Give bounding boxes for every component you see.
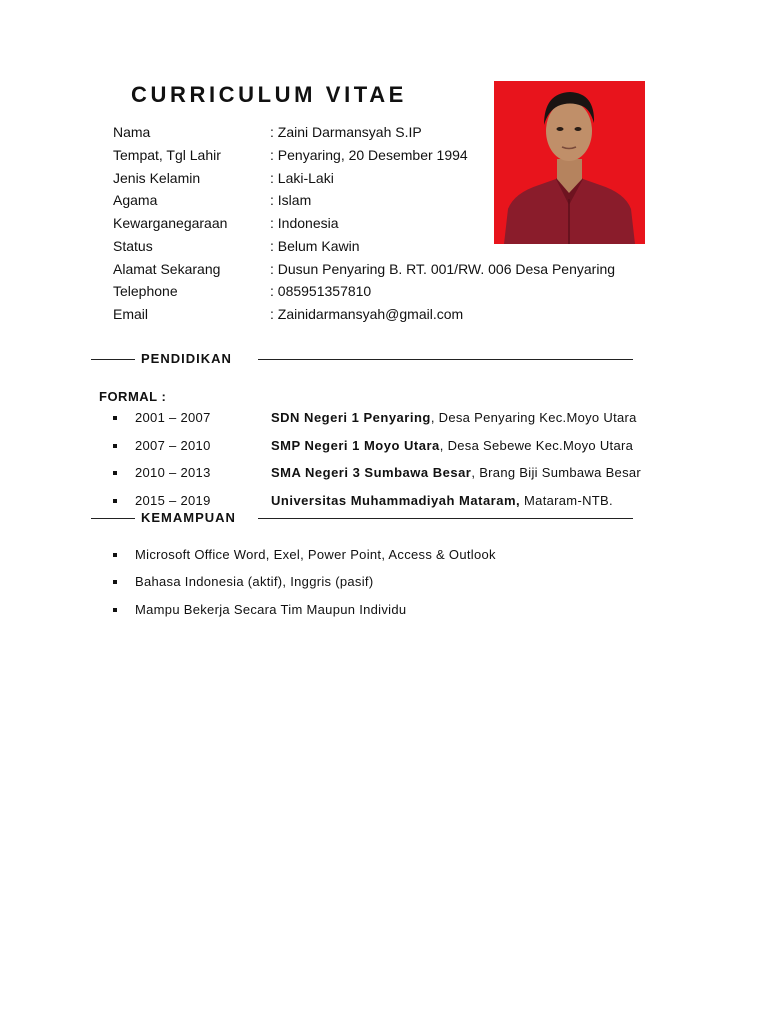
info-label: Telephone	[113, 283, 178, 299]
info-value: : Belum Kawin	[270, 238, 360, 254]
section-header-kemampuan	[91, 510, 633, 526]
info-row-kewarganegaraan	[113, 215, 673, 235]
info-value: : Dusun Penyaring B. RT. 001/RW. 006 Desa Penyaring	[270, 261, 616, 277]
education-school	[271, 410, 637, 425]
section-title: PENDIDIKAN	[141, 351, 232, 366]
formal-label: FORMAL :	[99, 389, 167, 404]
school-name: Universitas Muhammadiyah Mataram,	[271, 493, 521, 508]
info-value: : 085951357810	[270, 283, 372, 299]
bullet-icon	[113, 471, 117, 475]
school-place: , Brang Biji Sumbawa Besar	[471, 465, 642, 480]
education-years: 2007 – 2010	[135, 438, 211, 453]
info-label: Kewarganegaraan	[113, 215, 228, 231]
info-row-email	[113, 306, 673, 326]
education-years: 2001 – 2007	[135, 410, 211, 425]
info-label: Nama	[113, 124, 151, 140]
education-school	[271, 493, 613, 508]
info-label: Agama	[113, 192, 158, 208]
skill-text: Bahasa Indonesia (aktif), Inggris (pasif)	[135, 574, 374, 589]
info-row-jenis-kelamin	[113, 170, 673, 190]
bullet-icon	[113, 580, 117, 584]
bullet-icon	[113, 499, 117, 503]
bullet-icon	[113, 608, 117, 612]
info-label: Alamat Sekarang	[113, 261, 221, 277]
info-value: : Indonesia	[270, 215, 339, 231]
bullet-icon	[113, 444, 117, 448]
info-row-telephone	[113, 283, 673, 303]
divider-line	[91, 518, 135, 519]
info-row-alamat	[113, 261, 673, 281]
school-place: , Desa Penyaring Kec.Moyo Utara	[430, 410, 637, 425]
info-label: Jenis Kelamin	[113, 170, 201, 186]
info-row-agama	[113, 192, 673, 212]
school-place: , Desa Sebewe Kec.Moyo Utara	[439, 438, 634, 453]
school-name: SDN Negeri 1 Penyaring	[271, 410, 431, 425]
info-value: : Penyaring, 20 Desember 1994	[270, 147, 468, 163]
divider-line	[91, 359, 135, 360]
school-name: SMP Negeri 1 Moyo Utara	[271, 438, 440, 453]
info-label: Tempat, Tgl Lahir	[113, 147, 221, 163]
info-row-nama	[113, 124, 673, 144]
education-years: 2010 – 2013	[135, 465, 211, 480]
document-title: CURRICULUM VITAE	[131, 82, 407, 107]
section-title: KEMAMPUAN	[141, 510, 236, 525]
skill-text: Microsoft Office Word, Exel, Power Point, Access & Outlook	[135, 547, 496, 562]
info-row-tempat-tgl-lahir	[113, 147, 673, 167]
education-years: 2015 – 2019	[135, 493, 211, 508]
info-value: : Zaini Darmansyah S.IP	[270, 124, 422, 140]
info-label: Status	[113, 238, 153, 254]
bullet-icon	[113, 553, 117, 557]
school-name: SMA Negeri 3 Sumbawa Besar	[271, 465, 472, 480]
skill-text: Mampu Bekerja Secara Tim Maupun Individu	[135, 602, 407, 617]
divider-line	[258, 518, 633, 519]
divider-line	[258, 359, 633, 360]
education-school	[271, 438, 633, 453]
education-school	[271, 465, 641, 480]
section-header-pendidikan	[91, 351, 633, 367]
school-place: Mataram-NTB.	[520, 493, 613, 508]
info-value: : Laki-Laki	[270, 170, 334, 186]
info-label: Email	[113, 306, 149, 322]
info-row-status	[113, 238, 673, 258]
info-value: : Islam	[270, 192, 312, 208]
bullet-icon	[113, 416, 117, 420]
info-value: : Zainidarmansyah@gmail.com	[270, 306, 464, 322]
